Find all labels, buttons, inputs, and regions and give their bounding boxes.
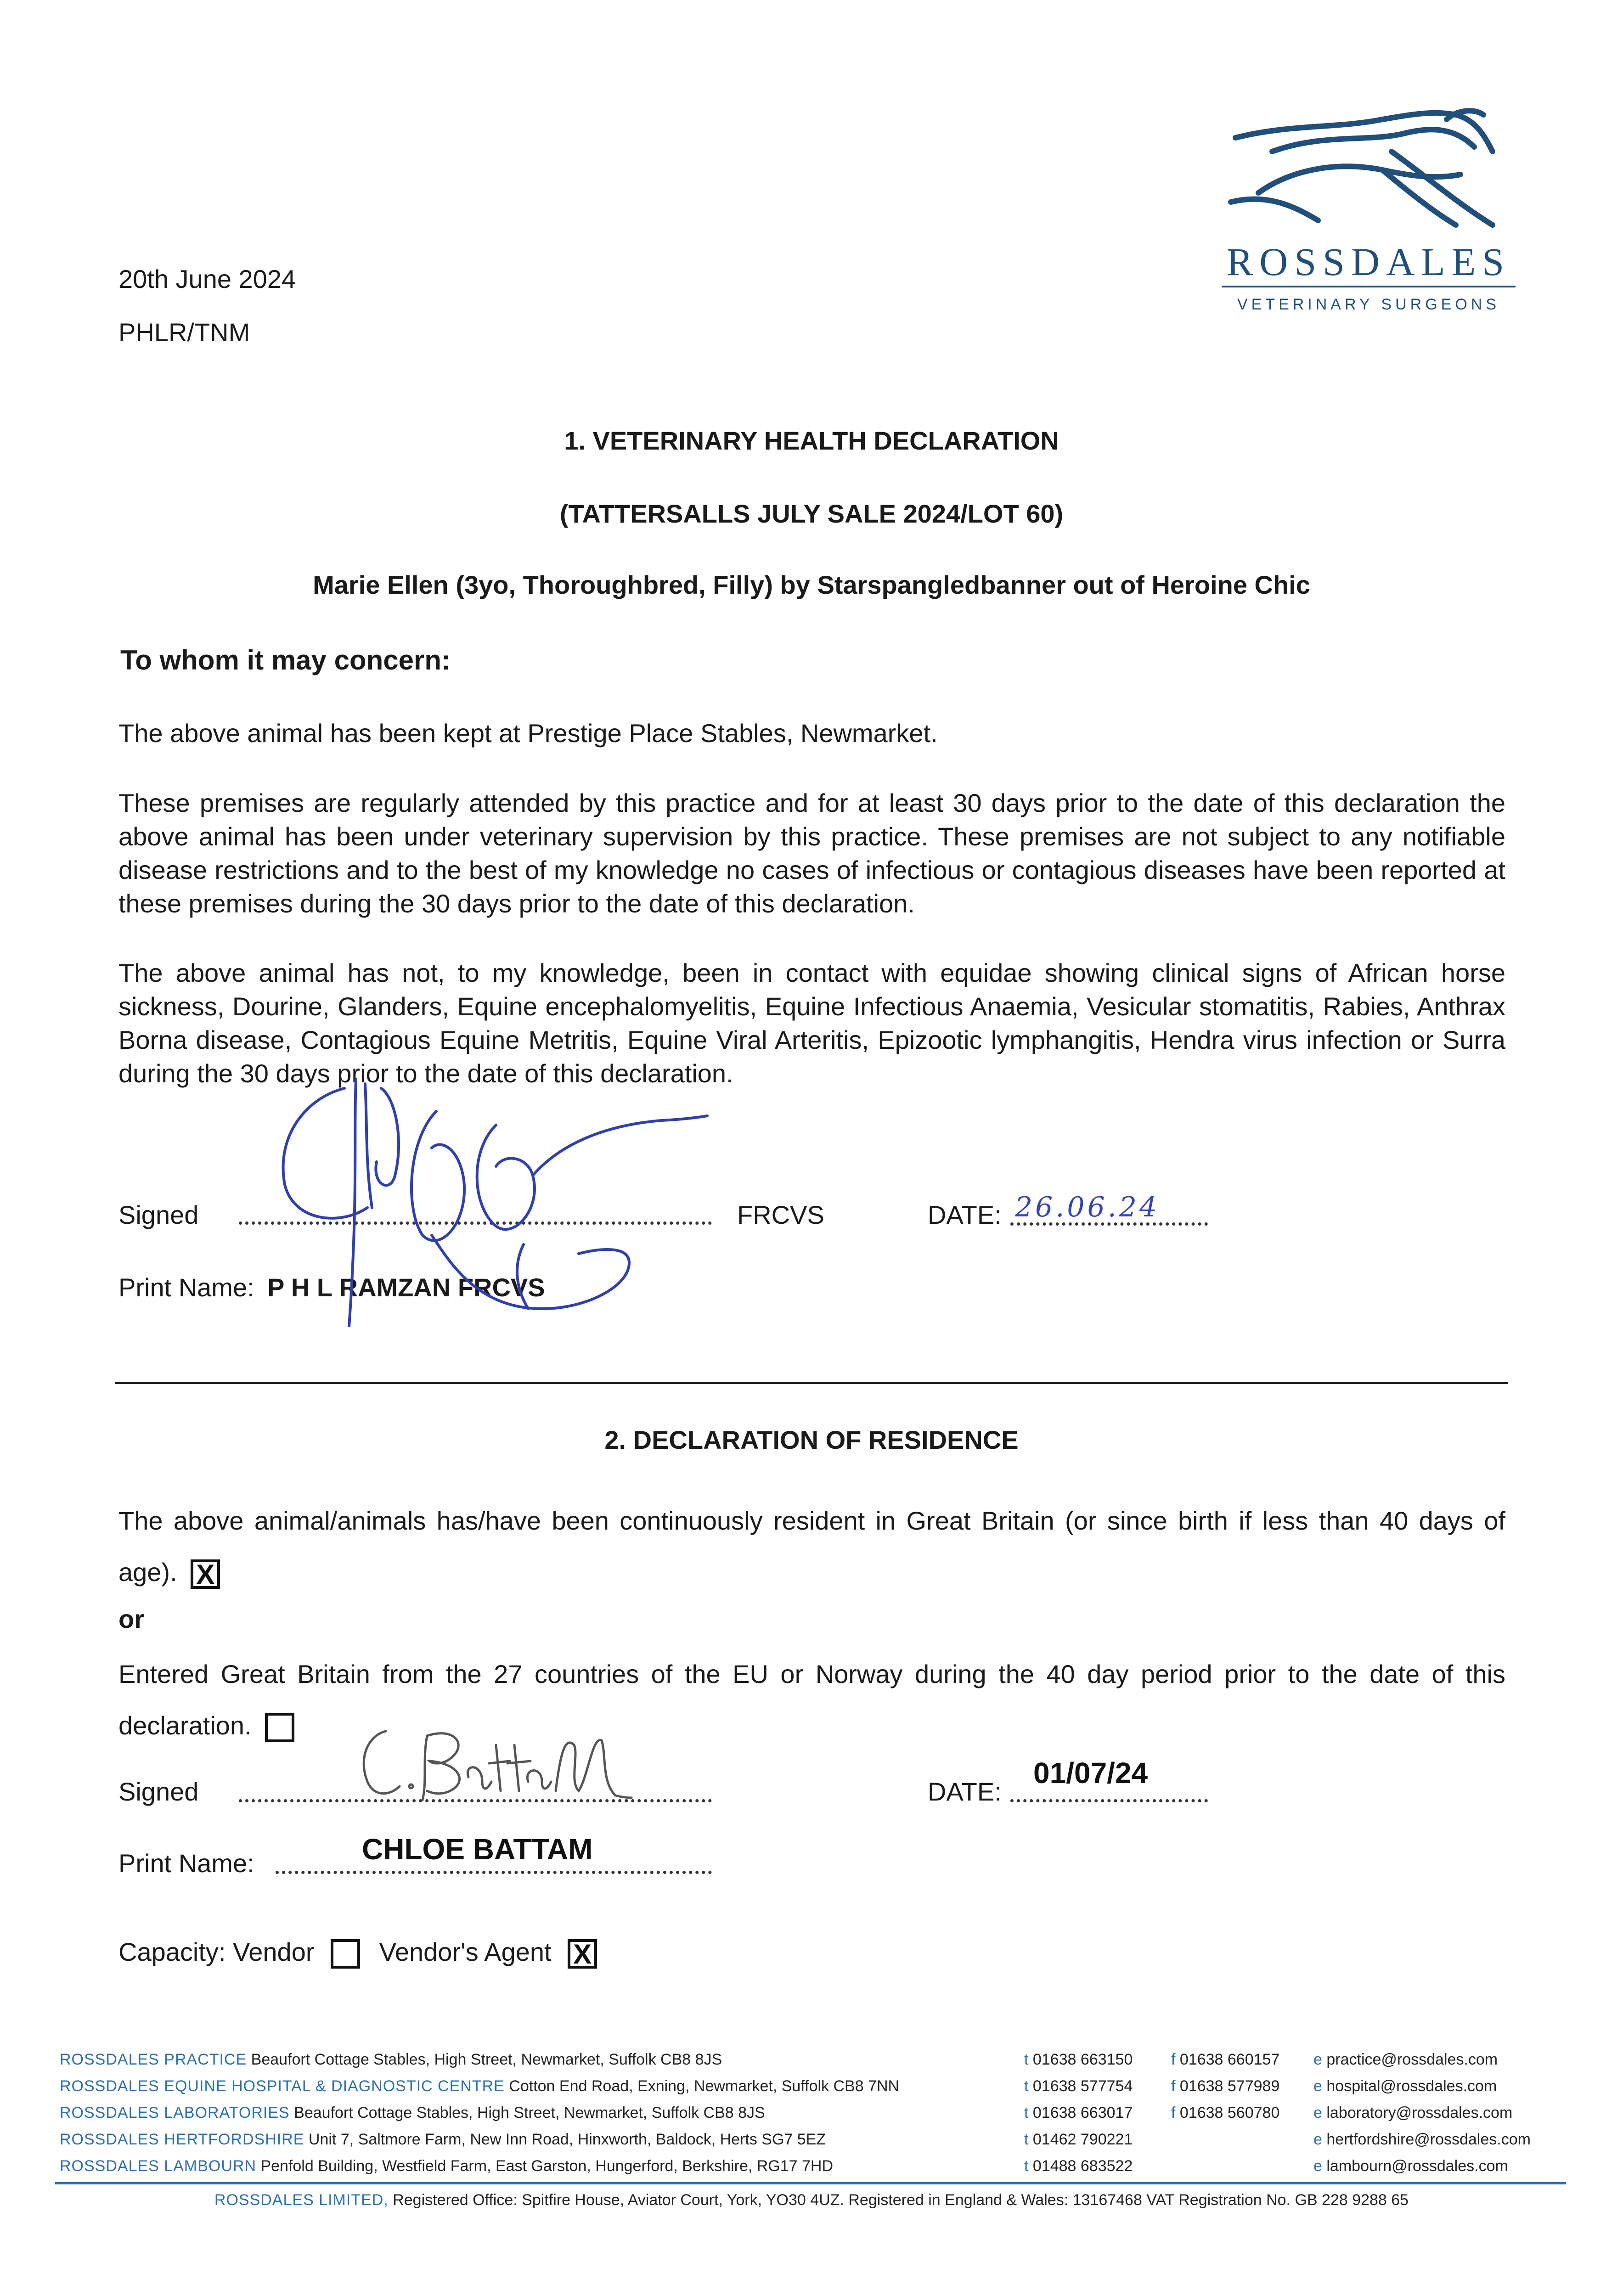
footer-brand: ROSSDALES LABORATORIES — [60, 2104, 290, 2122]
paragraph-premises: The above animal has been kept at Prestige Place Stables, Newmarket. — [118, 719, 938, 748]
print-name-label: Print Name: — [118, 1273, 254, 1302]
section2-title: 2. DECLARATION OF RESIDENCE — [604, 1425, 1019, 1454]
t-prefix: t — [1024, 2157, 1029, 2175]
footer-brand: ROSSDALES EQUINE HOSPITAL & DIAGNOSTIC CENTRE — [60, 2077, 505, 2095]
residence-option1 — [118, 1495, 1505, 1598]
footer-rule — [55, 2182, 1566, 2184]
t-prefix: t — [1024, 2051, 1029, 2068]
company-logo — [1217, 101, 1520, 321]
section-divider — [115, 1382, 1508, 1384]
footer-address: Unit 7, Saltmore Farm, New Inn Road, Hinxworth, Baldock, Herts SG7 5EZ — [308, 2131, 826, 2148]
footer-email[interactable]: hospital@rossdales.com — [1326, 2077, 1497, 2095]
e-prefix: e — [1313, 2077, 1322, 2095]
footer-brand: ROSSDALES PRACTICE — [60, 2051, 247, 2068]
t-prefix: t — [1024, 2077, 1029, 2095]
footer-email[interactable]: lambourn@rossdales.com — [1326, 2157, 1508, 2175]
t-prefix: t — [1024, 2104, 1029, 2122]
footer-address: Penfold Building, Westfield Farm, East Garston, Hungerford, Berkshire, RG17 7HD — [260, 2157, 834, 2175]
paragraph-contact: The above animal has not, to my knowledge, been in contact with equidae showing clinical signs of African horse sickness, Dourine, Glanders, Equine encephalomyelitis, Equine Infectious Anaemia, Vesicular stomatitis, Rabies, Anthrax Borna disease, Contagious Equine Metritis, Equine Viral Arteritis, Epizootic lymphangitis, Hendra virus infection or Surra during the 30 days prior to the date of this declaration. — [118, 958, 1505, 1088]
letter-date: 20th June 2024 — [118, 264, 296, 293]
paragraph-supervision: These premises are regularly attended by this practice and for at least 30 days prior to the date of this declaration the above animal has been under veterinary supervision by this practice. These premises are not subject to any notifiable disease restrictions and to the best of my knowledge no cases of infectious or contagious diseases have been reported at these premises during the 30 days prior to the date of this declaration. — [118, 788, 1505, 918]
t-prefix: t — [1024, 2131, 1029, 2148]
f-prefix: f — [1171, 2104, 1176, 2122]
footer-telephone: 01462 790221 — [1032, 2131, 1133, 2148]
footer-address: Cotton End Road, Exning, Newmarket, Suffolk CB8 7NN — [509, 2077, 900, 2095]
residence-option2-checkbox[interactable] — [265, 1713, 294, 1742]
vendor-agent-checkbox[interactable]: X — [568, 1939, 597, 1969]
signed-label-2: Signed — [118, 1777, 199, 1806]
footer-fax: 01638 577989 — [1179, 2077, 1280, 2095]
registered-brand: ROSSDALES LIMITED, — [214, 2191, 389, 2209]
date-line-2 — [1010, 1799, 1208, 1802]
letter-reference: PHLR/TNM — [118, 318, 250, 347]
e-prefix: e — [1313, 2131, 1322, 2148]
capacity-vendor-label: Capacity: Vendor — [118, 1937, 315, 1966]
residence-option1-checkbox[interactable]: X — [191, 1559, 220, 1589]
footer-row — [60, 2126, 1566, 2153]
residence-option1-text: The above animal/animals has/have been continuously resident in Great Britain (or since birth if less than 40 days of age). — [118, 1506, 1505, 1587]
vendor-checkbox[interactable] — [331, 1939, 360, 1969]
footer-row — [60, 2073, 1566, 2099]
footer-telephone: 01638 577754 — [1032, 2077, 1133, 2095]
vendor-agent-label: Vendor's Agent — [379, 1937, 552, 1966]
footer-brand: ROSSDALES LAMBOURN — [60, 2157, 256, 2175]
section1-subtitle: (TATTERSALLS JULY SALE 2024/LOT 60) — [559, 499, 1064, 528]
salutation: To whom it may concern: — [120, 645, 451, 675]
date-label-2: DATE: — [928, 1777, 1002, 1806]
print-name-line-2 — [276, 1871, 712, 1874]
footer-telephone: 01638 663017 — [1032, 2104, 1133, 2122]
agent-signature — [349, 1717, 634, 1809]
print-name-value: P H L RAMZAN FRCVS — [267, 1273, 545, 1302]
registered-office — [0, 2187, 1623, 2213]
residence-option2 — [118, 1649, 1505, 1751]
signed-label: Signed — [118, 1200, 199, 1229]
footer-address: Beaufort Cottage Stables, High Street, Newmarket, Suffolk CB8 8JS — [294, 2104, 765, 2122]
footer-email[interactable]: laboratory@rossdales.com — [1326, 2104, 1513, 2122]
footer-fax: 01638 660157 — [1179, 2051, 1280, 2068]
footer-email[interactable]: practice@rossdales.com — [1326, 2051, 1498, 2068]
frcvs-label: FRCVS — [737, 1200, 824, 1229]
horse-logo-icon — [1217, 101, 1520, 248]
footer-contacts — [60, 2046, 1566, 2179]
print-name-value-2: CHLOE BATTAM — [362, 1833, 593, 1866]
logo-name: ROSSDALES — [1226, 240, 1511, 284]
print-name-label-2: Print Name: — [118, 1849, 254, 1878]
footer-email[interactable]: hertfordshire@rossdales.com — [1326, 2131, 1531, 2148]
date-value-2: 01/07/24 — [1033, 1756, 1148, 1790]
footer-telephone: 01488 683522 — [1032, 2157, 1133, 2175]
registered-text: Registered Office: Spitfire House, Aviator Court, York, YO30 4UZ. Registered in England & Wales: 13167468 VAT Registration No. GB 228 9288 65 — [393, 2191, 1409, 2209]
residence-option2-text: Entered Great Britain from the 27 countries of the EU or Norway during the 40 day period prior to the date of this declaration. — [118, 1660, 1505, 1740]
e-prefix: e — [1313, 2051, 1322, 2068]
footer-row — [60, 2153, 1566, 2179]
f-prefix: f — [1171, 2077, 1176, 2095]
f-prefix: f — [1171, 2051, 1176, 2068]
animal-description: Marie Ellen (3yo, Thoroughbred, Filly) by Starspangledbanner out of Heroine Chic — [313, 570, 1310, 599]
footer-row — [60, 2099, 1566, 2126]
footer-fax: 01638 560780 — [1179, 2104, 1280, 2122]
vet-signature — [257, 1070, 716, 1327]
date-label: DATE: — [928, 1200, 1002, 1229]
e-prefix: e — [1313, 2157, 1322, 2175]
logo-divider — [1222, 286, 1516, 287]
capacity-row — [118, 1936, 597, 1969]
logo-tagline: VETERINARY SURGEONS — [1237, 296, 1500, 313]
section1-title: 1. VETERINARY HEALTH DECLARATION — [564, 426, 1059, 455]
footer-telephone: 01638 663150 — [1032, 2051, 1133, 2068]
e-prefix: e — [1313, 2104, 1322, 2122]
footer-address: Beaufort Cottage Stables, High Street, Newmarket, Suffolk CB8 8JS — [251, 2051, 722, 2068]
footer-brand: ROSSDALES HERTFORDSHIRE — [60, 2131, 304, 2148]
signature-date-handwritten: 26.06.24 — [1015, 1191, 1160, 1223]
or-separator: or — [118, 1604, 144, 1633]
footer-row — [60, 2046, 1566, 2073]
